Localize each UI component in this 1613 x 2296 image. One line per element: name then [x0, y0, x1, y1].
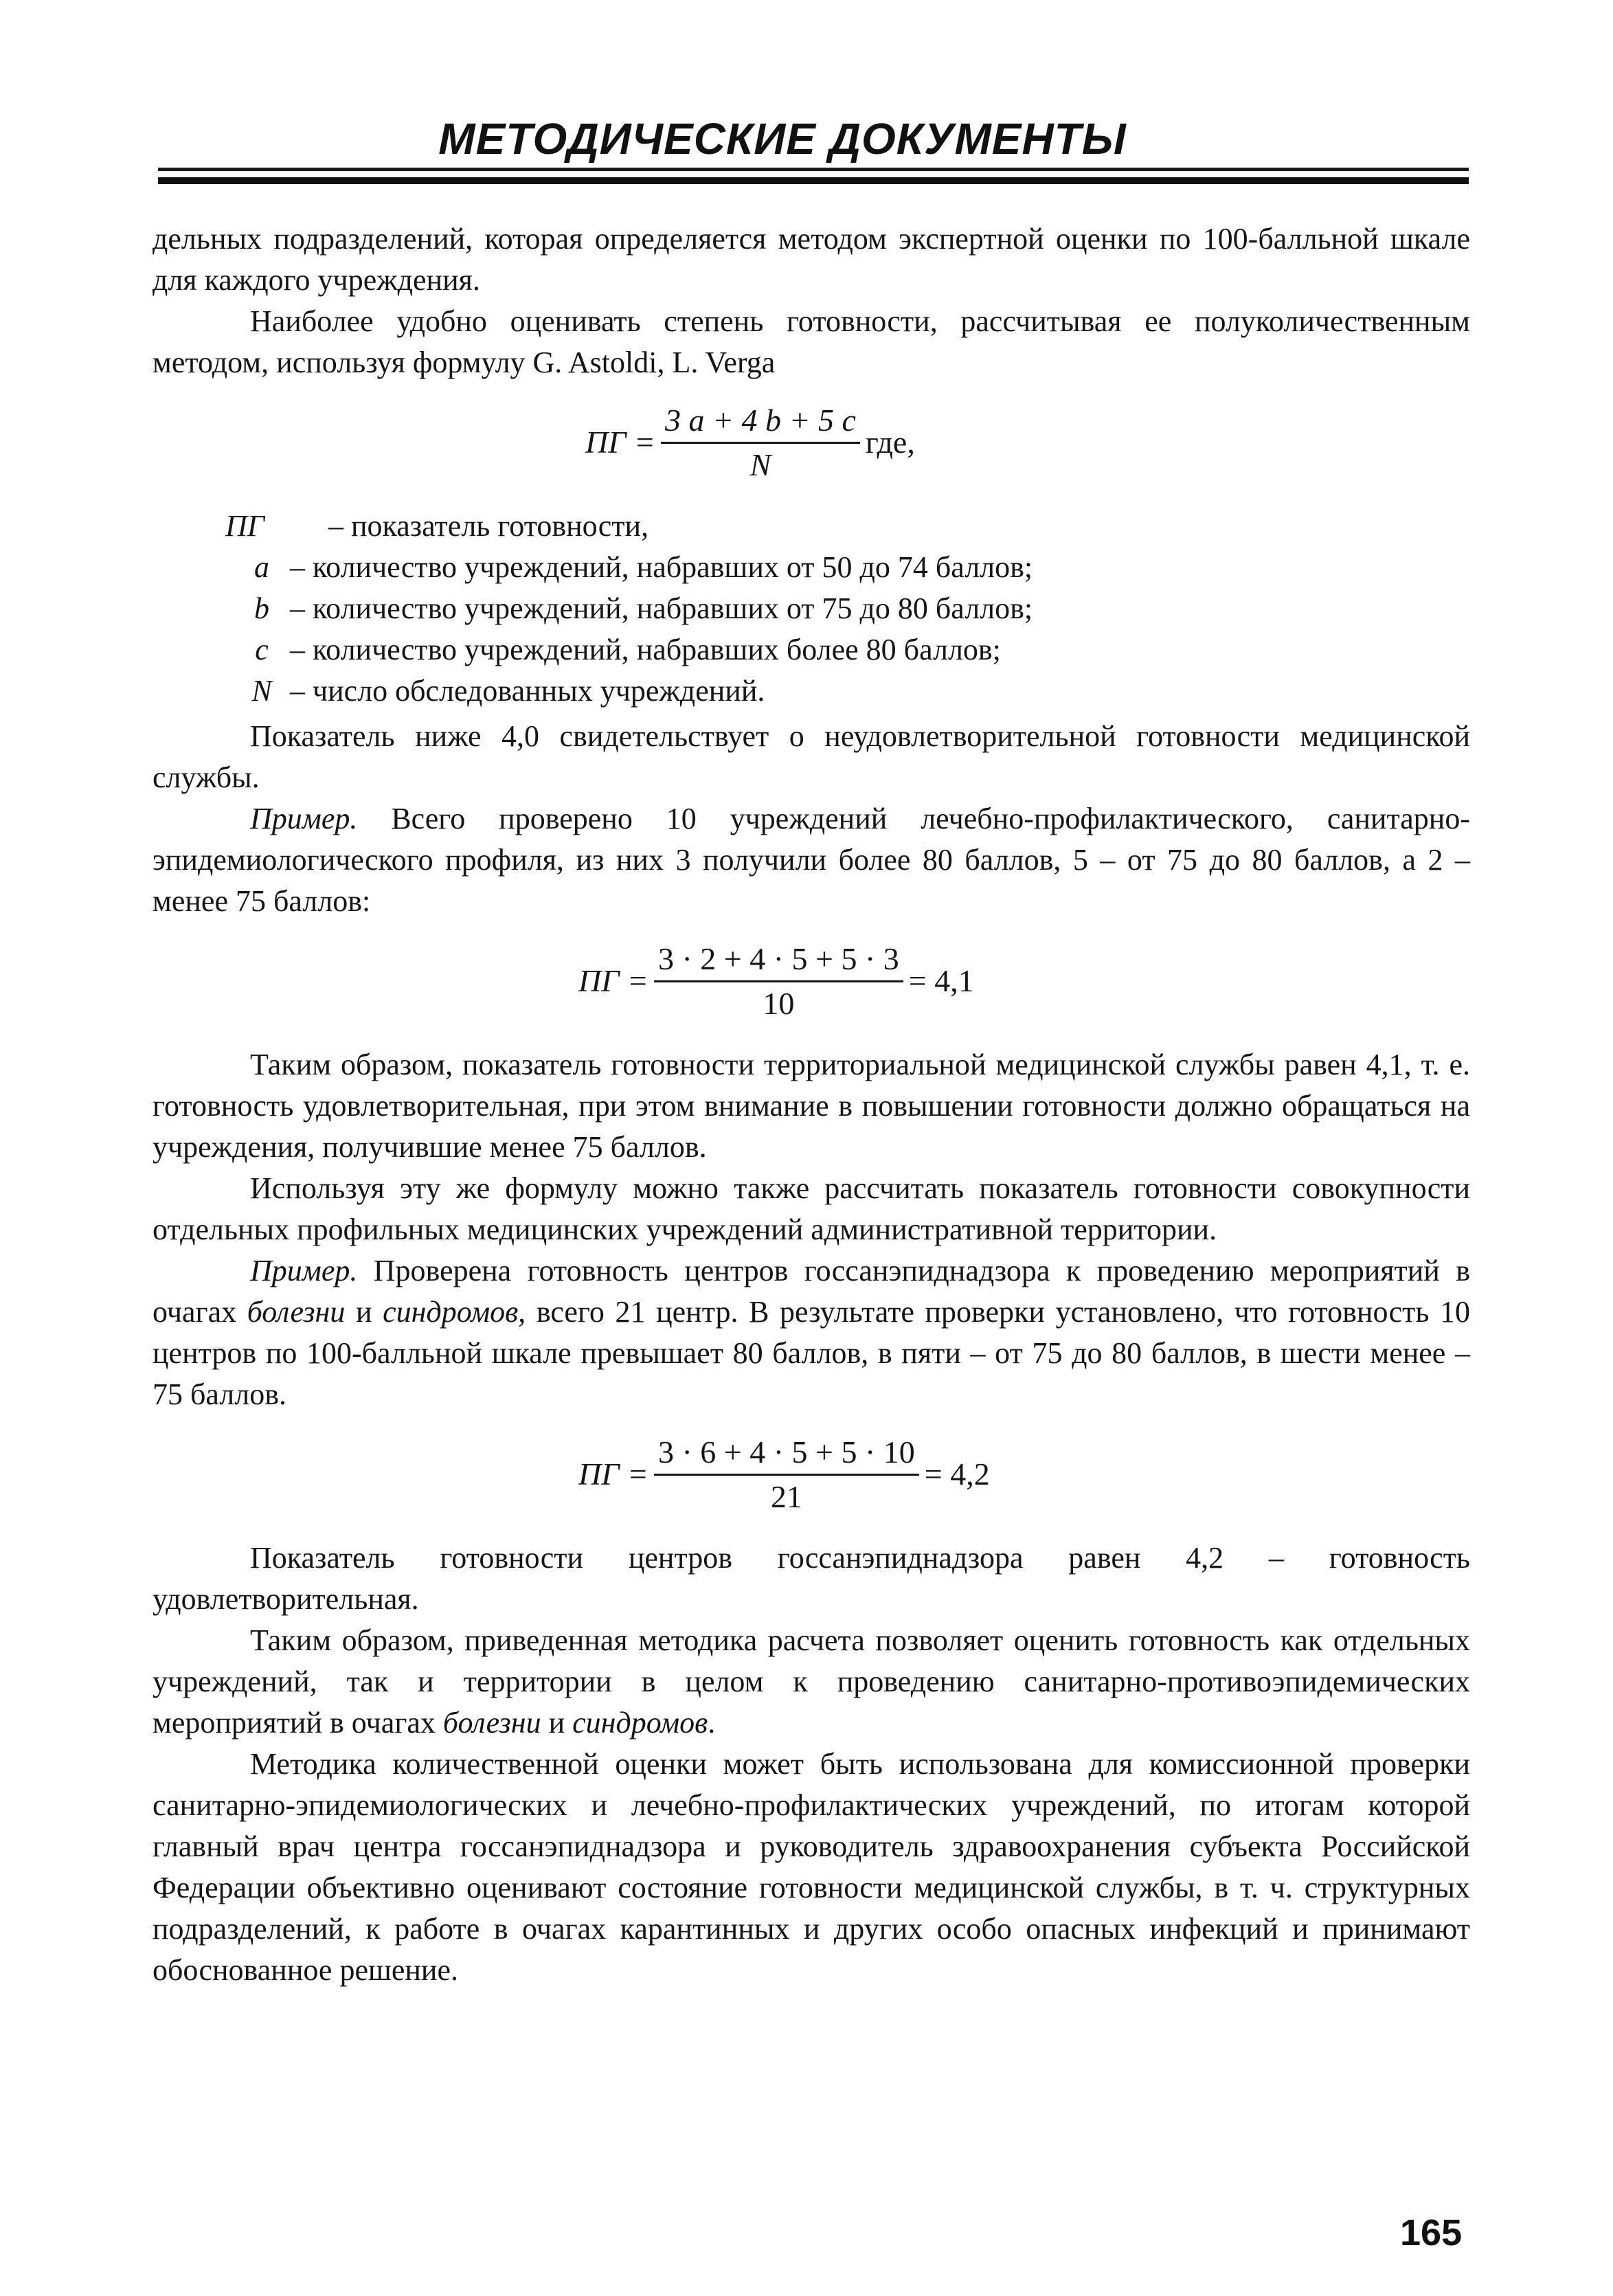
formula-example-1	[153, 930, 1470, 1032]
formula-denominator: N	[749, 447, 771, 482]
paragraph-continuation: дельных подразделений, которая определяется методом экспертной оценки по 100-балльной шкале для каждого учреждения.	[153, 222, 1470, 297]
conjunction: и	[548, 1706, 565, 1740]
formula-result: = 4,2	[924, 1456, 990, 1492]
legend-row	[153, 547, 1470, 588]
legend-text: – количество учреждений, набравших от 75 до 80 баллов;	[290, 592, 1033, 625]
header-rule-thin	[158, 168, 1469, 171]
formula-suffix: где,	[865, 425, 915, 460]
example-label: Пример.	[250, 802, 358, 835]
header-rule-thick	[158, 177, 1469, 184]
conjunction: и	[355, 1295, 372, 1329]
page-content	[153, 218, 1470, 1991]
formula-numerator: 3 · 6 + 4 · 5 + 5 · 10	[654, 1431, 919, 1476]
paragraph-example-1	[153, 798, 1470, 922]
paragraph-summary	[153, 1620, 1470, 1744]
italic-term: синдромов	[572, 1706, 708, 1740]
legend-symbol: a	[254, 550, 269, 584]
legend-text: – количество учреждений, набравших от 50 до 74 баллов;	[290, 550, 1033, 584]
formula-fraction	[661, 399, 860, 486]
legend-symbol: c	[255, 633, 269, 666]
paragraph-methodology: Методика количественной оценки может быть использована для комиссионной проверки санитарно-эпидемиологических и лечебно-профилактических учреждений, по итогам которой главный врач центра госсанэпиднадзора и руководитель здравоохранения субъекта Российской Федерации объективно оценивают состояние готовности медицинской службы, в т. ч. структурных подразделений, к работе в очагах карантинных и других особо опасных инфекций и принимают обоснованное решение.	[153, 1747, 1470, 1987]
header-title: МЕТОДИЧЕСКИЕ ДОКУМЕНТЫ	[438, 114, 1127, 164]
legend-text: – количество учреждений, набравших более 80 баллов;	[290, 633, 1001, 666]
formula-numerator: 3 · 2 + 4 · 5 + 5 · 3	[654, 938, 903, 982]
example-2-text-b: , всего 21 центр. В результате проверки установлено, что готовность 10 центров по 100-балльной шкале превышает 80 баллов, в пяти – от 75 до 80 баллов, в шести менее – 75 баллов.	[153, 1295, 1470, 1411]
formula-result: = 4,1	[908, 963, 974, 998]
formula-legend	[153, 506, 1470, 712]
legend-symbol: N	[251, 674, 272, 708]
paragraph-conclusion-2: Показатель готовности центров госсанэпиднадзора равен 4,2 – готовность удовлетворительная.	[153, 1541, 1470, 1616]
formula-numerator: 3 a + 4 b + 5 c	[661, 399, 860, 444]
formula-general	[153, 392, 1470, 493]
paragraph-formula-intro: Наиболее удобно оценивать степень готовности, рассчитывая ее полуколичественным методом, используя формулу G. Astoldi, L. Verga	[153, 304, 1470, 379]
legend-row	[153, 671, 1470, 712]
formula-lhs: ПГ =	[578, 1456, 648, 1492]
summary-text: Таким образом, приведенная методика расчета позволяет оценить готовность как отдельных учреждений, так и территории в целом к проведению санитарно-противоэпидемических мероприятий в очагах	[153, 1623, 1470, 1740]
formula-lhs: ПГ =	[578, 963, 648, 998]
paragraph-formula-usage: Используя эту же формулу можно также рассчитать показатель готовности совокупности отдельных профильных медицинских учреждений административной территории.	[153, 1171, 1470, 1246]
legend-symbol: ПГ	[225, 509, 264, 543]
legend-text: – число обследованных учреждений.	[290, 674, 765, 708]
example-label: Пример.	[250, 1254, 358, 1287]
example-2-text-a: Проверена готовность центров госсанэпиднадзора к проведению мероприятий в очагах	[153, 1254, 1470, 1329]
formula-denominator: 10	[763, 985, 795, 1021]
italic-term: болезни	[442, 1706, 541, 1740]
legend-symbol: b	[254, 592, 269, 625]
page-number: 165	[1400, 2212, 1463, 2253]
formula-fraction	[654, 938, 903, 1025]
formula-denominator: 21	[770, 1478, 802, 1514]
formula-lhs: ПГ =	[585, 425, 655, 460]
italic-term: синдромов	[383, 1295, 519, 1329]
period: .	[708, 1706, 716, 1740]
paragraph-example-2	[153, 1250, 1470, 1415]
example-1-text: Всего проверено 10 учреждений лечебно-профилактического, санитарно-эпидемиологического профиля, из них 3 получили более 80 баллов, 5 – от 75 до 80 баллов, а 2 – менее 75 баллов:	[153, 802, 1471, 918]
legend-text: – показатель готовности,	[328, 509, 649, 543]
page-header	[158, 111, 1469, 183]
formula-example-2	[153, 1423, 1470, 1525]
legend-row	[153, 588, 1470, 629]
legend-row	[153, 506, 1470, 547]
legend-row	[153, 629, 1470, 671]
italic-term: болезни	[247, 1295, 346, 1329]
paragraph-threshold: Показатель ниже 4,0 свидетельствует о неудовлетворительной готовности медицинской службы.	[153, 719, 1470, 794]
paragraph-conclusion-1: Таким образом, показатель готовности территориальной медицинской службы равен 4,1, т. е. готовность удовлетворительная, при этом внимание в повышении готовности должно обращаться на учреждения, получившие менее 75 баллов.	[153, 1048, 1470, 1164]
formula-fraction	[654, 1431, 919, 1518]
